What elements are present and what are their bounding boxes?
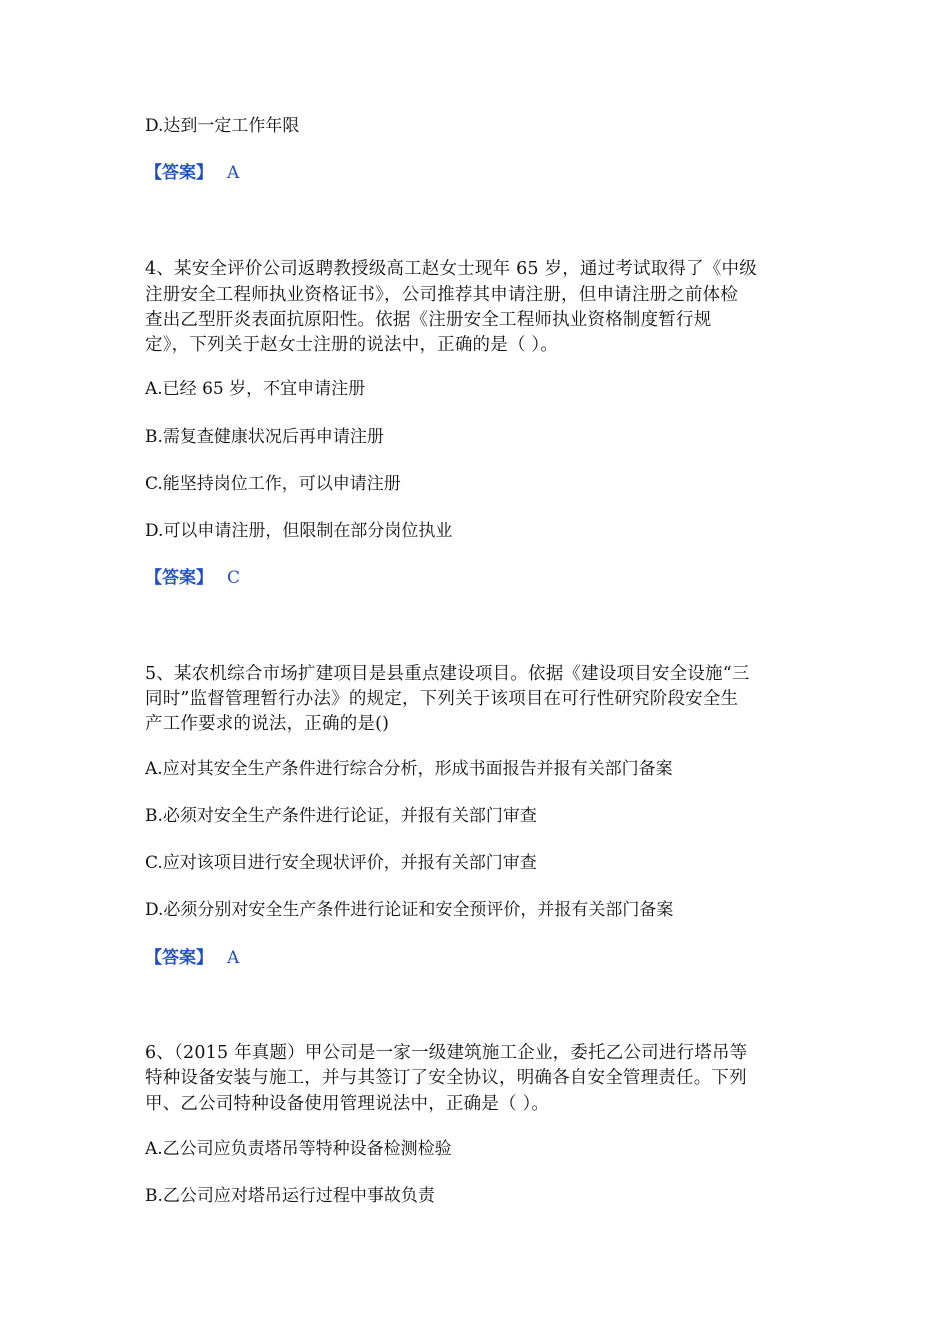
answer-value: A: [227, 948, 240, 968]
q6-option-a: A.乙公司应负责塔吊等特种设备检测检验: [145, 1139, 452, 1159]
q4-stem-line-3: 查出乙型肝炎表面抗原阳性。依据《注册安全工程师执业资格制度暂行规: [145, 310, 712, 330]
q4-option-a: A.已经 65 岁，不宜申请注册: [145, 379, 366, 399]
q6-stem-line-3: 甲、乙公司特种设备使用管理说法中，正确是（ ）。: [145, 1094, 550, 1114]
answer-tag: 【答案】: [145, 163, 213, 183]
prev-answer: [145, 161, 239, 185]
answer-tag: 【答案】: [145, 948, 213, 968]
q5-option-c: C.应对该项目进行安全现状评价，并报有关部门审查: [145, 853, 537, 873]
q6-stem-line-2: 特种设备安装与施工，并与其签订了安全协议，明确各自安全管理责任。下列: [145, 1068, 747, 1088]
q4-option-c: C.能坚持岗位工作，可以申请注册: [145, 474, 401, 494]
q5-stem-line-2: 同时”监督管理暂行办法》的规定，下列关于该项目在可行性研究阶段安全生: [145, 689, 739, 709]
q5-option-b: B.必须对安全生产条件进行论证，并报有关部门审查: [145, 806, 537, 826]
q5-answer: [145, 946, 239, 970]
q6-option-b: B.乙公司应对塔吊运行过程中事故负责: [145, 1186, 435, 1206]
q5-stem-line-3: 产工作要求的说法，正确的是(): [145, 714, 390, 734]
q4-option-b: B.需复查健康状况后再申请注册: [145, 427, 384, 447]
q4-stem-line-2: 注册安全工程师执业资格证书》，公司推荐其申请注册，但申请注册之前体检: [145, 285, 739, 305]
q4-option-d: D.可以申请注册，但限制在部分岗位执业: [145, 521, 453, 541]
answer-tag: 【答案】: [145, 568, 213, 588]
answer-value: C: [227, 568, 241, 588]
q5-option-d: D.必须分别对安全生产条件进行论证和安全预评价，并报有关部门备案: [145, 900, 674, 920]
q5-stem-line-1: 5、某农机综合市场扩建项目是县重点建设项目。依据《建设项目安全设施“三: [145, 664, 750, 684]
q6-stem-line-1: 6、（2015 年真题）甲公司是一家一级建筑施工企业，委托乙公司进行塔吊等: [145, 1043, 748, 1063]
q4-stem-line-4: 定》，下列关于赵女士注册的说法中，正确的是（ ）。: [145, 335, 559, 355]
q5-option-a: A.应对其安全生产条件进行综合分析，形成书面报告并报有关部门备案: [145, 759, 673, 779]
q4-answer: [145, 566, 240, 590]
q4-stem-line-1: 4、某安全评价公司返聘教授级高工赵女士现年 65 岁，通过考试取得了《中级: [145, 259, 757, 279]
answer-value: A: [227, 163, 240, 183]
prev-option-d: D.达到一定工作年限: [145, 116, 300, 136]
